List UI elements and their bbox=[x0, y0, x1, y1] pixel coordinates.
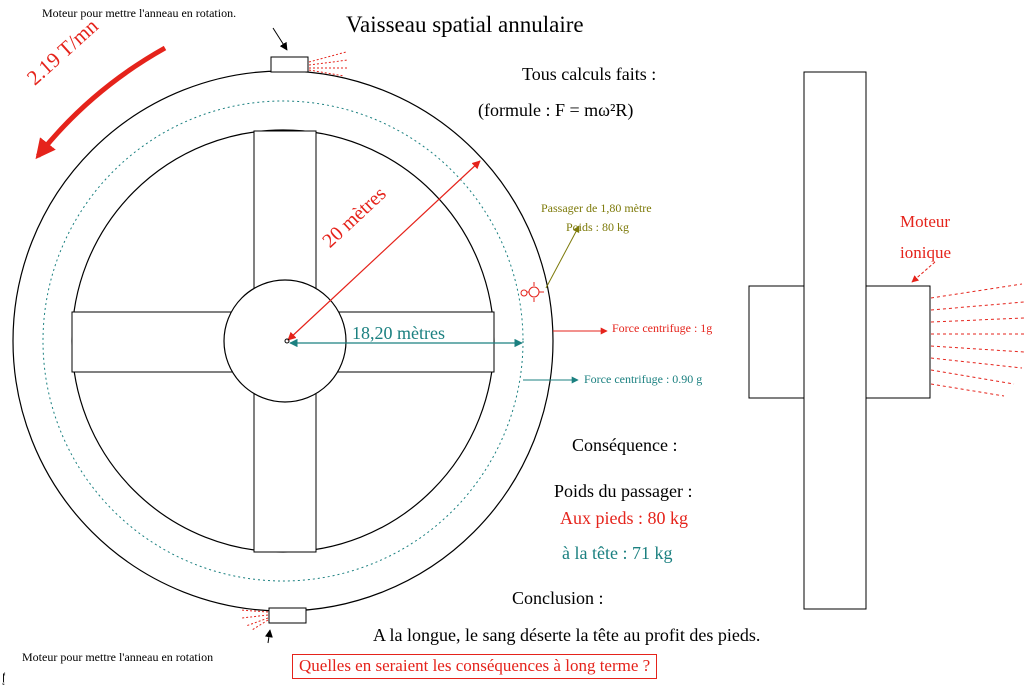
formula-text: (formule : F = mω²R) bbox=[478, 100, 634, 120]
passenger-weight-label: Poids : 80 kg bbox=[566, 220, 630, 234]
corner-glyph: ٰﺇ bbox=[2, 672, 6, 685]
force-head-label: Force centrifuge : 0.90 g bbox=[584, 372, 703, 386]
motor-bottom-box bbox=[269, 608, 306, 623]
force-feet-label: Force centrifuge : 1g bbox=[612, 321, 713, 335]
engine-label-line2: ionique bbox=[900, 243, 951, 262]
passenger-pointer bbox=[546, 226, 579, 288]
side-ring bbox=[804, 72, 866, 609]
side-hub-left bbox=[749, 286, 804, 398]
passenger-icon bbox=[521, 282, 544, 302]
motor-top-label: Moteur pour mettre l'anneau en rotation. bbox=[42, 6, 237, 20]
conclusion-heading: Conclusion : bbox=[512, 588, 604, 608]
side-ion-engine bbox=[866, 286, 930, 398]
conclusion-statement: A la longue, le sang déserte la tête au profit des pieds. bbox=[373, 625, 761, 645]
radius-inner-label: 18,20 mètres bbox=[352, 323, 445, 343]
radius-outer-label: 20 mètres bbox=[318, 182, 391, 253]
engine-label-line1: Moteur bbox=[900, 212, 951, 231]
passenger-height-label: Passager de 1,80 mètre bbox=[541, 201, 652, 215]
calc-heading: Tous calculs faits : bbox=[522, 64, 657, 84]
question-box: Quelles en seraient les conséquences à long terme ? bbox=[292, 654, 657, 679]
weight-at-feet: Aux pieds : 80 kg bbox=[560, 508, 688, 528]
rotation-speed-label: 2.19 T/mn bbox=[22, 13, 103, 90]
passenger-weight-heading: Poids du passager : bbox=[554, 481, 693, 501]
consequence-heading: Conséquence : bbox=[572, 435, 678, 455]
engine-pointer bbox=[912, 262, 935, 282]
motor-top-box bbox=[271, 57, 308, 72]
page-title: Vaisseau spatial annulaire bbox=[346, 12, 584, 37]
weight-at-head: à la tête : 71 kg bbox=[562, 543, 673, 563]
motor-bottom-label: Moteur pour mettre l'anneau en rotation bbox=[22, 650, 214, 664]
side-view bbox=[749, 72, 1024, 609]
